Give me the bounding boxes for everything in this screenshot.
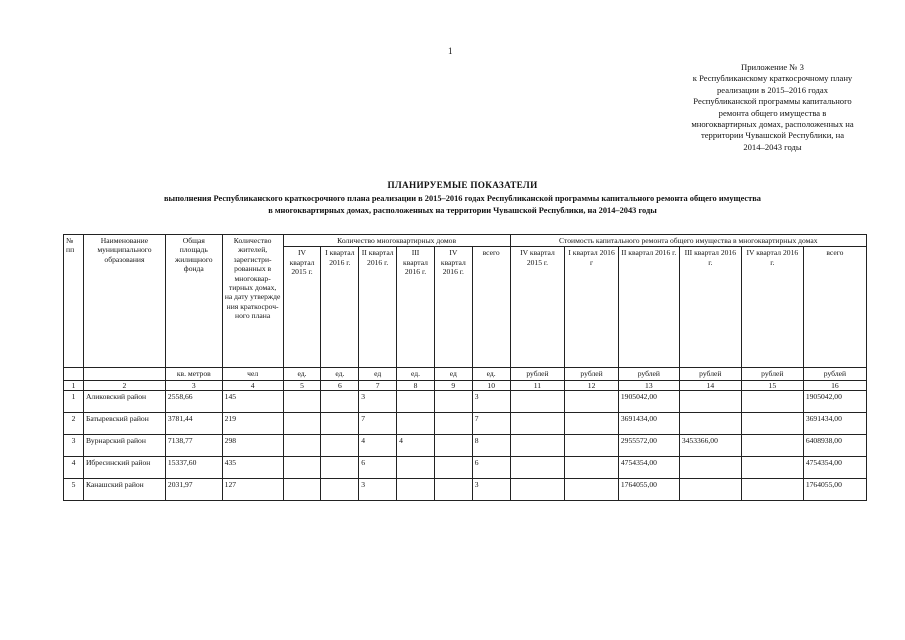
column-number: 12 (565, 380, 619, 390)
unit-cell: рублей (679, 368, 741, 380)
appendix-line: многоквартирных домах, расположенных на (691, 119, 854, 130)
cost-q4-2015 (510, 391, 565, 413)
row-number: 1 (64, 391, 84, 413)
count-q4-2016 (434, 479, 472, 501)
header-cost-q1-2016: I квартал 2016 г (565, 247, 619, 368)
header-area: Общая площадь жилищного фонда (165, 235, 222, 368)
cost-q1-2016 (565, 391, 619, 413)
unit-cell: рублей (618, 368, 679, 380)
header-count-group: Количество многоквартирных домов (283, 235, 510, 247)
unit-cell: ед (359, 368, 397, 380)
unit-cell (83, 368, 165, 380)
header-count-q2-2016: II квартал 2016 г. (359, 247, 397, 368)
cost-q4-2016 (741, 479, 803, 501)
count-total: 3 (472, 479, 510, 501)
header-residents: Количество жителей, зарегистри- рованных в многоквар- тирных домах, на дату утвержде ния краткосроч- ного плана (222, 235, 283, 368)
count-q4-2016 (434, 413, 472, 435)
column-number: 6 (321, 380, 359, 390)
table-row (64, 413, 867, 435)
cost-q3-2016 (679, 413, 741, 435)
row-number: 2 (64, 413, 84, 435)
unit-cell (64, 368, 84, 380)
unit-cell: ед (434, 368, 472, 380)
count-q3-2016 (397, 457, 435, 479)
header-cost-q4-2015: IV квартал 2015 г. (510, 247, 565, 368)
cost-q2-2016: 3691434,00 (618, 413, 679, 435)
count-total: 6 (472, 457, 510, 479)
appendix-line: Республиканской программы капитального (693, 96, 852, 107)
column-number: 10 (472, 380, 510, 390)
cost-total: 1905042,00 (803, 391, 866, 413)
units-row (64, 368, 867, 380)
table-row (64, 435, 867, 457)
residents-count: 145 (222, 391, 283, 413)
cost-q2-2016: 4754354,00 (618, 457, 679, 479)
count-q4-2015 (283, 457, 321, 479)
header-count-total: всего (472, 247, 510, 368)
document-title: ПЛАНИРУЕМЫЕ ПОКАЗАТЕЛИ (387, 180, 538, 190)
count-q2-2016: 6 (359, 457, 397, 479)
cost-q4-2016 (741, 457, 803, 479)
cost-total: 1764055,00 (803, 479, 866, 501)
cost-q1-2016 (565, 457, 619, 479)
count-q4-2016 (434, 457, 472, 479)
unit-cell: рублей (803, 368, 866, 380)
subtitle-line: в многоквартирных домах, расположенных на территории Чувашской Республики, на 2014–2043 годы (268, 205, 657, 215)
column-number: 16 (803, 380, 866, 390)
count-q1-2016 (321, 435, 359, 457)
unit-cell: ед. (397, 368, 435, 380)
header-count-q1-2016: I квартал 2016 г. (321, 247, 359, 368)
unit-cell: рублей (741, 368, 803, 380)
appendix-line: к Республиканскому краткосрочному плану (692, 73, 853, 84)
housing-area: 15337,60 (165, 457, 222, 479)
row-number: 4 (64, 457, 84, 479)
unit-cell: ед. (321, 368, 359, 380)
count-q4-2015 (283, 391, 321, 413)
column-number: 14 (679, 380, 741, 390)
table-row (64, 479, 867, 501)
cost-total: 3691434,00 (803, 413, 866, 435)
appendix-line: 2014–2043 годы (743, 141, 802, 152)
column-number-row (64, 380, 867, 390)
header-cost-q3-2016: III квартал 2016 г. (679, 247, 741, 368)
cost-q4-2015 (510, 435, 565, 457)
count-q4-2015 (283, 435, 321, 457)
housing-area: 2558,66 (165, 391, 222, 413)
column-number: 1 (64, 380, 84, 390)
header-count-q4-2016: IV квартал 2016 г. (434, 247, 472, 368)
appendix-line: реализации в 2015–2016 годах (716, 84, 829, 95)
housing-area: 3781,44 (165, 413, 222, 435)
appendix-line: ремонта общего имущества в (718, 107, 827, 118)
count-q3-2016 (397, 391, 435, 413)
unit-cell: рублей (510, 368, 565, 380)
header-cost-q4-2016: IV квартал 2016 г. (741, 247, 803, 368)
table-row (64, 391, 867, 413)
subtitle-line: выполнения Республиканского краткосрочного плана реализации в 2015–2016 годах Республиканской программы капитального ремонта общего имущества (164, 194, 761, 203)
count-total: 3 (472, 391, 510, 413)
header-cost-q2-2016: II квартал 2016 г. (618, 247, 679, 368)
table-row (64, 457, 867, 479)
count-q4-2015 (283, 479, 321, 501)
cost-q4-2016 (741, 413, 803, 435)
cost-q3-2016 (679, 479, 741, 501)
appendix-line: Приложение № 3 (741, 62, 804, 72)
column-number: 2 (83, 380, 165, 390)
cost-q2-2016: 1905042,00 (618, 391, 679, 413)
count-q3-2016 (397, 479, 435, 501)
header-count-q3-2016: III квартал 2016 г. (397, 247, 435, 368)
cost-q2-2016: 2955572,00 (618, 435, 679, 457)
page-number: 1 (448, 46, 453, 56)
unit-cell: рублей (565, 368, 619, 380)
district-name: Аликовский район (83, 391, 165, 413)
district-name: Вурнарский район (83, 435, 165, 457)
count-total: 7 (472, 413, 510, 435)
cost-total: 4754354,00 (803, 457, 866, 479)
row-number: 5 (64, 479, 84, 501)
count-total: 8 (472, 435, 510, 457)
unit-cell: кв. метров (165, 368, 222, 380)
residents-count: 127 (222, 479, 283, 501)
header-name: Наименование муниципального образования (83, 235, 165, 368)
header-cost-total: всего (803, 247, 866, 368)
housing-area: 7138,77 (165, 435, 222, 457)
district-name: Ибресинский район (83, 457, 165, 479)
column-number: 4 (222, 380, 283, 390)
cost-q1-2016 (565, 413, 619, 435)
header-cost-group: Стоимость капитального ремонта общего имущества в многоквартирных домах (510, 235, 866, 247)
residents-count: 219 (222, 413, 283, 435)
unit-cell: ед. (283, 368, 321, 380)
column-number: 7 (359, 380, 397, 390)
count-q2-2016: 4 (359, 435, 397, 457)
document-subtitle (60, 193, 865, 216)
count-q3-2016: 4 (397, 435, 435, 457)
column-number: 13 (618, 380, 679, 390)
title-block (60, 180, 865, 216)
cost-q4-2015 (510, 457, 565, 479)
count-q1-2016 (321, 413, 359, 435)
count-q4-2016 (434, 391, 472, 413)
column-number: 9 (434, 380, 472, 390)
column-number: 15 (741, 380, 803, 390)
column-number: 8 (397, 380, 435, 390)
column-number: 5 (283, 380, 321, 390)
cost-q4-2015 (510, 413, 565, 435)
appendix-note (660, 62, 885, 153)
count-q2-2016: 3 (359, 479, 397, 501)
cost-q3-2016 (679, 457, 741, 479)
cost-q1-2016 (565, 435, 619, 457)
column-number: 11 (510, 380, 565, 390)
header-num: № пп (64, 235, 84, 368)
appendix-line: территории Чувашской Республики, на (700, 130, 845, 141)
count-q4-2016 (434, 435, 472, 457)
count-q4-2015 (283, 413, 321, 435)
count-q1-2016 (321, 391, 359, 413)
count-q3-2016 (397, 413, 435, 435)
cost-q1-2016 (565, 479, 619, 501)
residents-count: 435 (222, 457, 283, 479)
district-name: Батыревский район (83, 413, 165, 435)
cost-q3-2016: 3453366,00 (679, 435, 741, 457)
header-row-top (64, 235, 867, 247)
cost-q4-2016 (741, 435, 803, 457)
unit-cell: чел (222, 368, 283, 380)
header-count-q4-2015: IV квартал 2015 г. (283, 247, 321, 368)
cost-q4-2016 (741, 391, 803, 413)
count-q2-2016: 7 (359, 413, 397, 435)
cost-q3-2016 (679, 391, 741, 413)
district-name: Канашский район (83, 479, 165, 501)
cost-q4-2015 (510, 479, 565, 501)
cost-q2-2016: 1764055,00 (618, 479, 679, 501)
count-q2-2016: 3 (359, 391, 397, 413)
unit-cell: ед. (472, 368, 510, 380)
count-q1-2016 (321, 457, 359, 479)
housing-area: 2031,97 (165, 479, 222, 501)
residents-count: 298 (222, 435, 283, 457)
column-number: 3 (165, 380, 222, 390)
cost-total: 6408938,00 (803, 435, 866, 457)
indicators-table (63, 234, 867, 501)
count-q1-2016 (321, 479, 359, 501)
row-number: 3 (64, 435, 84, 457)
